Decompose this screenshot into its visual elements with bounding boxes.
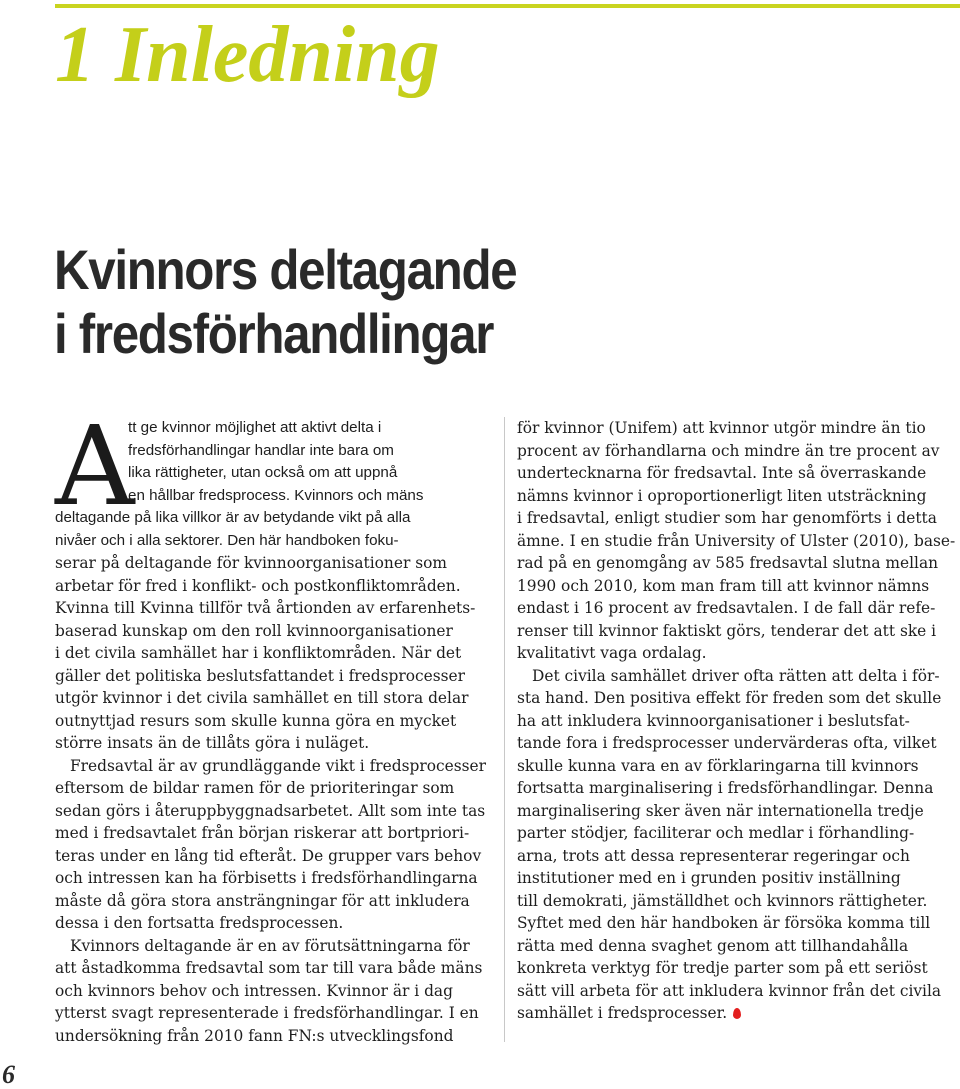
body-line: Kvinna till Kvinna tillför två årtionden av erfarenhets- (55, 599, 476, 617)
body-line: eftersom de bildar ramen för de prioriteringar som (55, 779, 455, 797)
body-line: marginalisering sker även när internationella tredje (517, 801, 924, 820)
body-line: renser till kvinnor faktiskt görs, tenderar det att ske i (517, 621, 937, 640)
column-divider (504, 417, 505, 1042)
body-line: i fredsavtal, enligt studier som har genomförts i detta (517, 509, 937, 527)
body-line: undersökning från 2010 fann FN:s utvecklingsfond (55, 1026, 454, 1045)
body-line: deltagande på lika villkor är av betydande vikt på alla (55, 509, 411, 526)
body-line: en hållbar fredsprocess. Kvinnors och mäns (128, 486, 424, 504)
body-line: Syftet med den här handboken är försöka komma till (517, 914, 931, 932)
body-line: endast i 16 procent av fredsavtalen. I de fall där refe- (517, 599, 936, 617)
body-line: outnyttjad resurs som skulle kunna göra en mycket (55, 711, 457, 730)
end-of-article-icon (733, 1008, 741, 1019)
body-line: 1990 och 2010, kom man fram till att kvinnor nämns (517, 576, 930, 595)
chapter-top-rule (55, 4, 960, 8)
body-line: konkreta verktyg för tredje parter som på ett seriöst (517, 959, 928, 977)
right-column (517, 417, 957, 1025)
body-line: med i fredsavtalet från början riskerar att bortpriori- (55, 824, 470, 842)
body-line: tt ge kvinnor möjlighet att aktivt delta i (128, 419, 382, 436)
body-line: Kvinnors deltagande är en av förutsättningarna för (70, 936, 470, 955)
body-line: skulle kunna vara en av förklaringarna till kvinnors (517, 756, 919, 775)
page-number: 6 (2, 1060, 15, 1089)
body-line: sta hand. Den positiva effekt för freden som det skulle (517, 689, 942, 707)
body-line: lika rättigheter, utan också om att uppnå (128, 464, 398, 481)
body-line: Det civila samhället driver ofta rätten att delta i för- (532, 666, 940, 685)
body-line: baserad kunskap om den roll kvinnoorganisationer (55, 621, 453, 640)
chapter-heading: 1 Inledning (55, 11, 440, 99)
body-line: undertecknarna för fredsavtal. Inte så överraskande (517, 464, 927, 482)
article-title-line-1: Kvinnors deltagande (54, 238, 517, 301)
left-column (55, 402, 493, 1047)
body-line: nämns kvinnor i oproportionerligt liten utsträckning (517, 486, 927, 505)
body-line: teras under en lång tid efteråt. De grupper vars behov (55, 846, 482, 865)
article-title (54, 238, 670, 366)
body-line: utgör kvinnor i det civila samhället en till stora delar (55, 689, 469, 707)
dropcap: A (55, 402, 135, 530)
body-line: nivåer och i alla sektorer. Den här handboken foku- (55, 531, 399, 549)
body-line: procent av förhandlarna och mindre än tre procent av (517, 441, 940, 460)
body-line: och intressen kan ha förbisetts i fredsförhandlingarna (55, 869, 478, 887)
body-line: sätt vill arbeta för att inkludera kvinnor från det civila (517, 981, 942, 1000)
body-line: och kvinnors behov och intressen. Kvinnor är i dag (55, 981, 453, 1000)
body-line-last (517, 1002, 957, 1025)
body-line: tande fora i fredsprocesser undervärderas ofta, vilket (517, 734, 937, 752)
body-line: att åstadkomma fredsavtal som tar till vara både mäns (55, 959, 483, 977)
body-line: kvalitativt vaga ordalag. (517, 644, 707, 662)
body-line: arbetar för fred i konflikt- och postkonfliktområden. (55, 576, 461, 595)
body-line: fredsförhandlingar handlar inte bara om (128, 441, 394, 459)
body-line: ytterst svagt representerade i fredsförhandlingar. I en (55, 1004, 479, 1022)
body-line: i det civila samhället har i konfliktområden. När det (55, 644, 462, 662)
body-line: för kvinnor (Unifem) att kvinnor utgör mindre än tio (517, 419, 926, 437)
body-line: serar på deltagande för kvinnoorganisationer som (55, 554, 447, 572)
body-line: arna, trots att dessa representerar regeringar och (517, 846, 910, 865)
body-line: rad på en genomgång av 585 fredsavtal slutna mellan (517, 554, 939, 572)
body-line: parter stödjer, faciliterar och medlar i förhandling- (517, 824, 915, 842)
body-line: institutioner med en i grunden positiv inställning (517, 869, 901, 887)
body-line: rätta med denna svaghet genom att tillhandahålla (517, 936, 909, 955)
body-line: till demokrati, jämställdhet och kvinnors rättigheter. (517, 891, 928, 910)
body-line: måste då göra stora ansträngningar för att inkludera (55, 891, 470, 910)
body-line-last-text: samhället i fredsprocesser. (517, 1004, 728, 1022)
body-line: dessa i den fortsatta fredsprocessen. (55, 914, 344, 932)
body-line: ha att inkludera kvinnoorganisationer i beslutsfat- (517, 711, 910, 730)
body-line: gäller det politiska beslutsfattandet i fredsprocesser (55, 666, 465, 685)
body-line: fortsatta marginalisering i fredsförhandlingar. Denna (517, 779, 934, 797)
body-line: ämne. I en studie från University of Ulster (2010), base- (517, 531, 956, 550)
body-line: Fredsavtal är av grundläggande vikt i fredsprocesser (70, 756, 486, 775)
body-line: sedan görs i återuppbyggnadsarbetet. Allt som inte tas (55, 801, 486, 820)
article-title-line-2: i fredsförhandlingar (54, 302, 494, 365)
body-line: större insats än de tillåts göra i nuläget. (55, 734, 370, 752)
